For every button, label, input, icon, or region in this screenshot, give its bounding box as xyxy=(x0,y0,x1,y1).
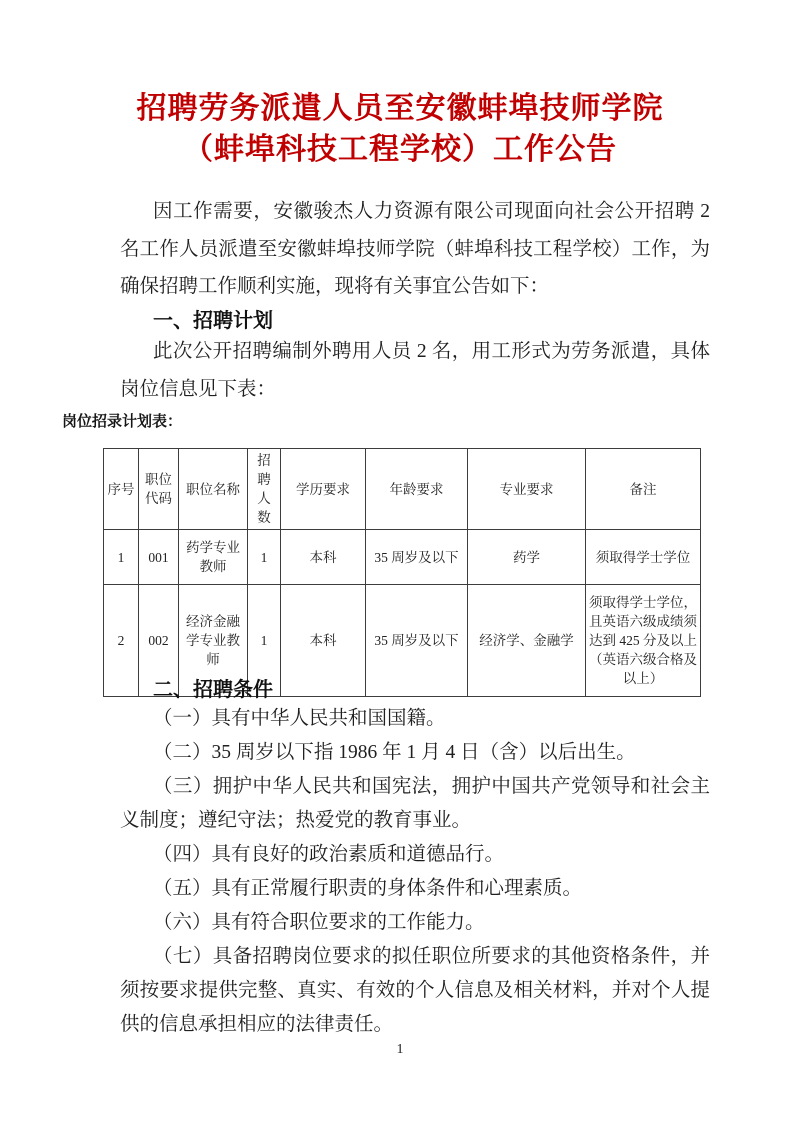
recruitment-plan-paragraph-text: 此次公开招聘编制外聘用人员 2 名，用工形式为劳务派遣，具体岗位信息见下表： xyxy=(120,341,710,400)
condition-item-1: （一）具有中华人民共和国国籍。 xyxy=(153,708,446,729)
intro-paragraph-text: 因工作需要，安徽骏杰人力资源有限公司现面向社会公开招聘 2 名工作人员派遣至安徽蚌埠技师学院（蚌埠科技工程学校）工作，为确保招聘工作顺利实施，现将有关事宜公告如下： xyxy=(120,201,710,297)
recruitment-plan-table xyxy=(103,448,701,697)
condition-item-7: （七）具备招聘岗位要求的拟任职位所要求的其他资格条件，并须按要求提供完整、真实、有效的个人信息及相关材料，并对个人提供的信息承担相应的法律责任。 xyxy=(120,946,710,1035)
cell-education: 本科 xyxy=(281,585,366,697)
condition-item-5: （五）具有正常履行职责的身体条件和心理素质。 xyxy=(153,878,583,899)
cell-remarks: 须取得学士学位 xyxy=(586,530,701,585)
document-title xyxy=(0,88,800,170)
cell-position-code: 001 xyxy=(139,530,179,585)
cell-position-name: 药学专业教师 xyxy=(179,530,248,585)
cell-remarks: 须取得学士学位，且英语六级成绩须达到 425 分及以上（英语六级合格及以上） xyxy=(586,585,701,697)
header-seq: 序号 xyxy=(104,449,139,530)
header-education: 学历要求 xyxy=(281,449,366,530)
cell-education: 本科 xyxy=(281,530,366,585)
cell-seq: 1 xyxy=(104,530,139,585)
cell-position-code: 002 xyxy=(139,585,179,697)
document-title-line-2: （蚌埠科技工程学校）工作公告 xyxy=(183,133,617,166)
condition-item-6: （六）具有符合职位要求的工作能力。 xyxy=(153,912,485,933)
cell-headcount: 1 xyxy=(248,530,281,585)
header-major: 专业要求 xyxy=(468,449,586,530)
cell-major: 药学 xyxy=(468,530,586,585)
cell-headcount: 1 xyxy=(248,585,281,697)
cell-age: 35 周岁及以下 xyxy=(366,585,468,697)
header-position-name: 职位名称 xyxy=(179,449,248,530)
header-remarks: 备注 xyxy=(586,449,701,530)
conditions-list xyxy=(120,702,710,1042)
section-heading-recruitment-conditions: 二、招聘条件 xyxy=(153,679,273,701)
table-header-row xyxy=(104,449,701,530)
recruitment-plan-paragraph xyxy=(120,333,710,408)
cell-position-name: 经济金融学专业教师 xyxy=(179,585,248,697)
condition-item-2: （二）35 周岁以下指 1986 年 1 月 4 日（含）以后出生。 xyxy=(153,742,636,763)
condition-item-3: （三）拥护中华人民共和国宪法，拥护中国共产党领导和社会主义制度；遵纪守法；热爱党的教育事业。 xyxy=(120,776,710,831)
section-heading-recruitment-plan: 一、招聘计划 xyxy=(153,310,273,332)
cell-major: 经济学、金融学 xyxy=(468,585,586,697)
intro-paragraph xyxy=(120,193,710,306)
cell-age: 35 周岁及以下 xyxy=(366,530,468,585)
page-number: 1 xyxy=(396,1042,404,1057)
document-title-line-1: 招聘劳务派遣人员至安徽蚌埠技师学院 xyxy=(136,92,664,125)
condition-item-4: （四）具有良好的政治素质和道德品行。 xyxy=(153,844,505,865)
header-position-code: 职位代码 xyxy=(139,449,179,530)
table-caption: 岗位招录计划表： xyxy=(62,414,183,430)
header-age: 年龄要求 xyxy=(366,449,468,530)
cell-seq: 2 xyxy=(104,585,139,697)
table-row xyxy=(104,530,701,585)
header-headcount: 招聘人数 xyxy=(248,449,281,530)
